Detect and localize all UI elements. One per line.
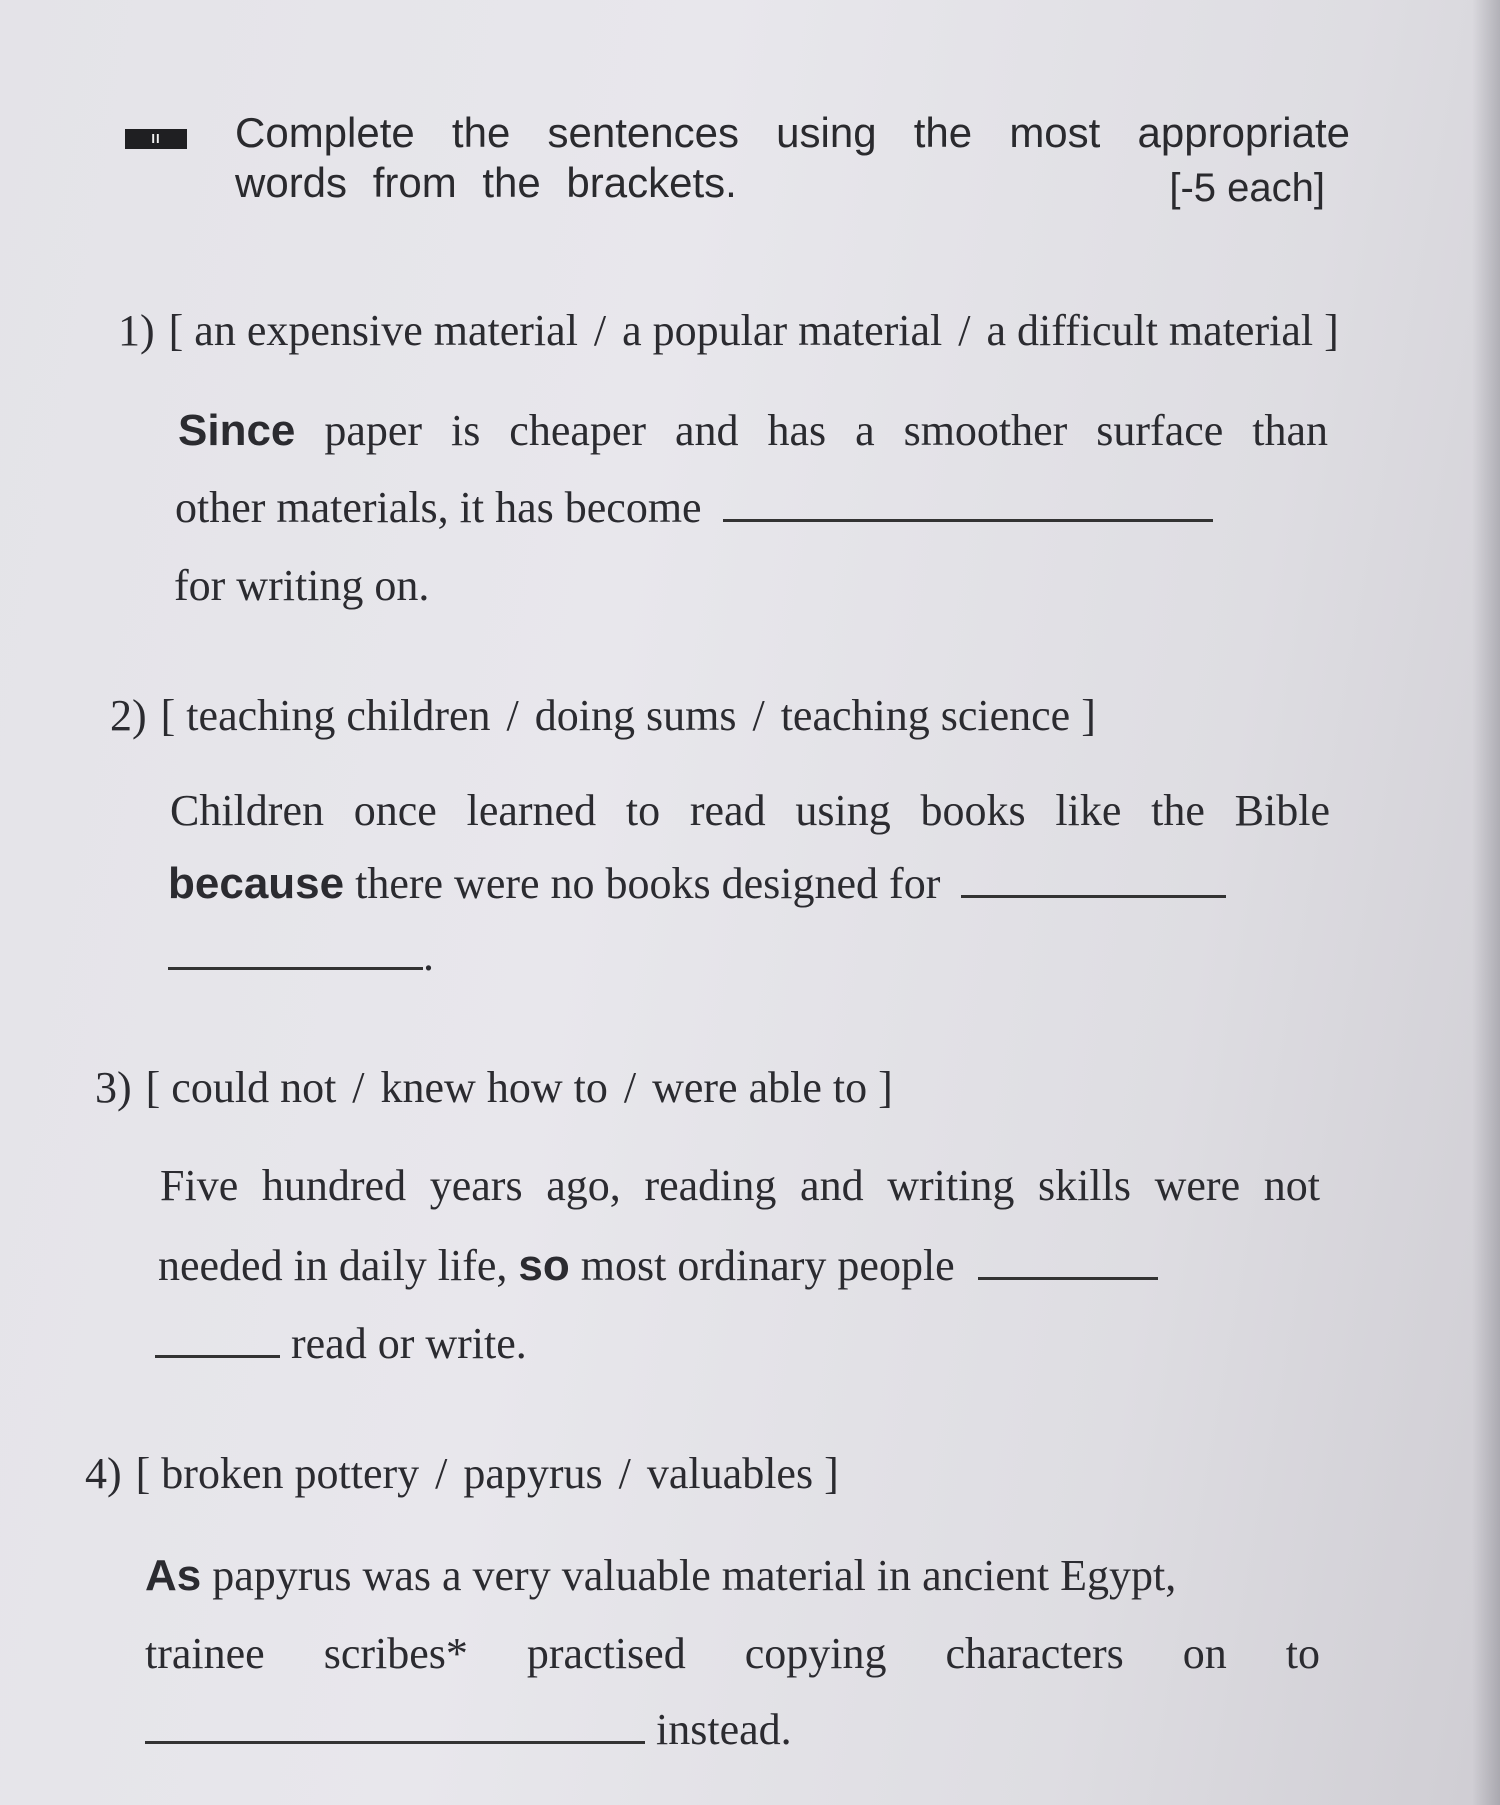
answer-blank[interactable] — [145, 1731, 645, 1744]
sentence-text: most ordinary people — [580, 1241, 955, 1290]
points-label: [-5 each] — [1169, 166, 1325, 210]
sentence-text: other materials, it has become — [175, 483, 702, 532]
sentence-text: Children once learned to read using books like the Bible — [170, 786, 1330, 835]
connector-word: because — [168, 859, 345, 908]
sentence-text: for writing on. — [174, 561, 430, 610]
sentence-line-3 — [174, 560, 429, 611]
option: were able to ] — [652, 1063, 893, 1112]
question-number: 4) — [85, 1449, 122, 1498]
sentence-text: papyrus was a very valuable material in ancient Egypt, — [212, 1551, 1177, 1600]
option: a popular material — [622, 306, 943, 355]
option: [ broken pottery — [135, 1449, 420, 1498]
sentence-text: paper is cheaper and has a smoother surface than — [324, 406, 1329, 455]
sentence-text: needed in daily life, — [158, 1241, 508, 1290]
question-number: 1) — [118, 306, 155, 355]
sentence-line-2 — [158, 1240, 1158, 1291]
sentence-line-2 — [145, 1628, 1320, 1679]
sentence-text: . — [423, 931, 434, 980]
answer-blank[interactable] — [961, 885, 1226, 898]
option: teaching science ] — [780, 691, 1096, 740]
sentence-line-1 — [145, 1550, 1325, 1601]
sentence-text: instead. — [656, 1705, 792, 1754]
question-number: 3) — [95, 1063, 132, 1112]
page-edge-shadow — [1472, 0, 1500, 1805]
sentence-text: there were no books designed for — [355, 859, 941, 908]
option: [ an expensive material — [168, 306, 578, 355]
connector-word: As — [145, 1551, 202, 1600]
sentence-line-2 — [175, 482, 1213, 533]
sentence-line-2 — [168, 858, 1226, 909]
sentence-text: Five hundred years ago, reading and writing skills were not — [160, 1161, 1320, 1210]
answer-blank[interactable] — [168, 957, 423, 970]
sentence-text: trainee scribes* practised copying characters on to — [145, 1629, 1320, 1678]
option: papyrus — [463, 1449, 603, 1498]
sentence-line-3 — [168, 930, 434, 981]
sentence-line-1 — [178, 405, 1328, 456]
sentence-line-1 — [170, 785, 1330, 836]
question-options: 1) [ an expensive material / a popular material / a difficult material ] — [118, 306, 1339, 355]
answer-blank[interactable] — [155, 1345, 280, 1358]
section-badge: II — [125, 129, 187, 149]
question-options: 2) [ teaching children / doing sums / teaching science ] — [110, 691, 1096, 740]
sentence-line-3 — [155, 1318, 527, 1369]
option: [ could not — [145, 1063, 337, 1112]
question-options: 4) [ broken pottery / papyrus / valuables ] — [85, 1449, 839, 1498]
answer-blank[interactable] — [723, 509, 1213, 522]
question-number: 2) — [110, 691, 147, 740]
question-options: 3) [ could not / knew how to / were able to ] — [95, 1063, 893, 1112]
connector-word: so — [518, 1241, 570, 1290]
option: doing sums — [534, 691, 737, 740]
instruction-text: Complete the sentences using the most appropriate words from the brackets. — [235, 109, 1350, 206]
sentence-text: read or write. — [291, 1319, 527, 1368]
option: valuables ] — [646, 1449, 839, 1498]
answer-blank[interactable] — [978, 1267, 1158, 1280]
option: knew how to — [380, 1063, 608, 1112]
option: [ teaching children — [160, 691, 491, 740]
sentence-line-1 — [160, 1160, 1320, 1211]
sentence-line-3 — [145, 1704, 792, 1755]
option: a difficult material ] — [986, 306, 1339, 355]
connector-word: Since — [178, 406, 296, 455]
